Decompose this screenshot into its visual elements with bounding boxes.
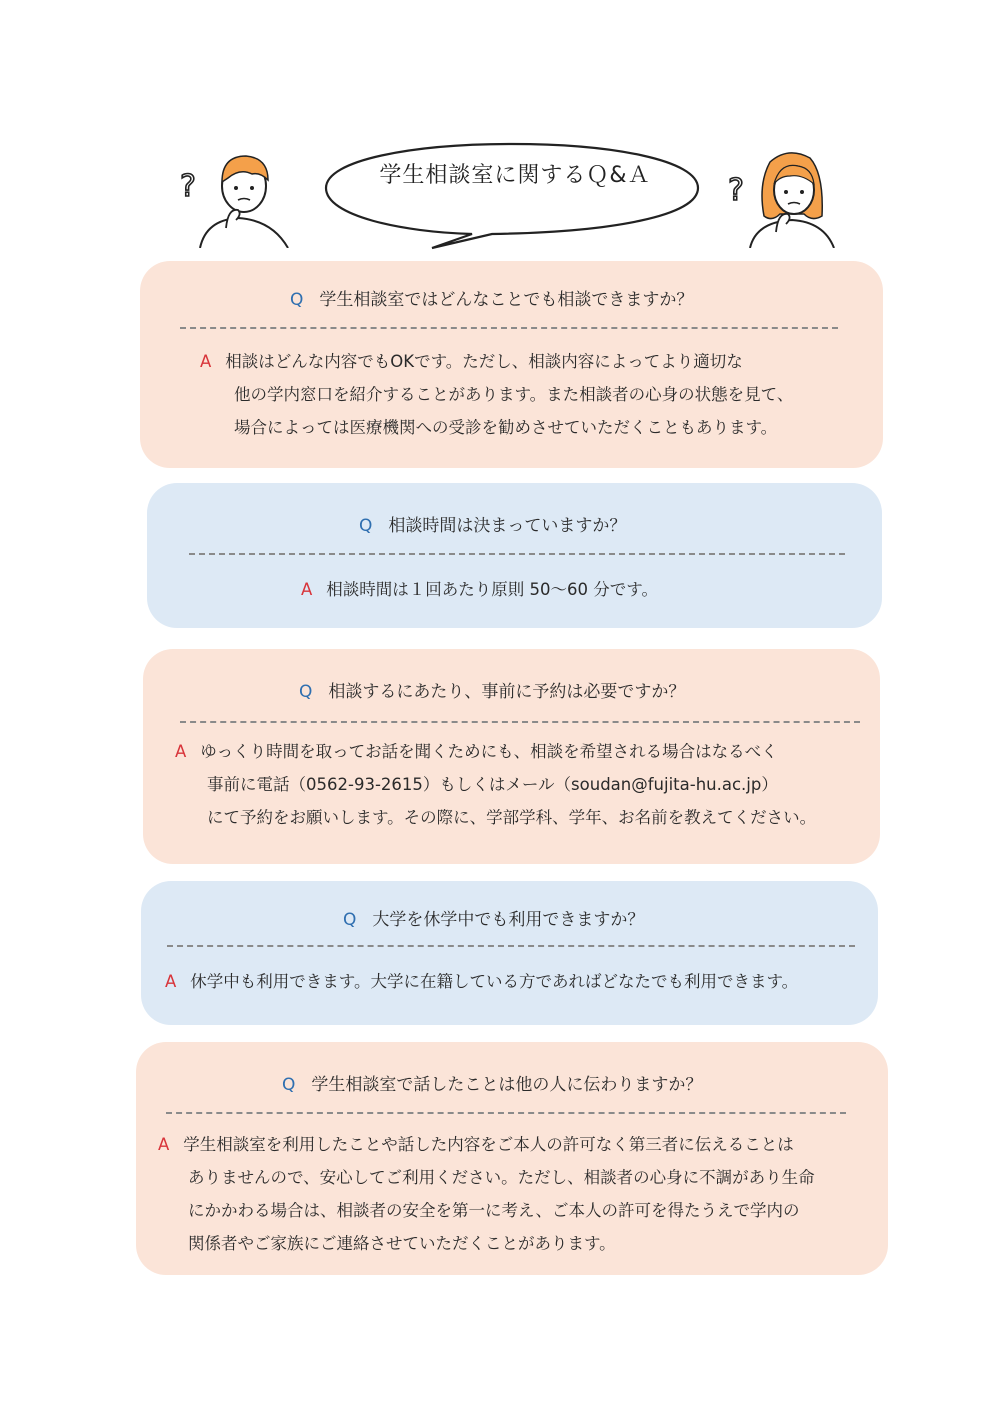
dashed-divider <box>180 327 838 329</box>
dashed-divider <box>189 553 845 555</box>
answer-line: 関係者やご家族にご連絡させていただくことがあります。 <box>188 1234 616 1253</box>
faq-answer <box>175 735 778 768</box>
faq-question <box>299 677 685 702</box>
page-title: 学生相談室に関するＱ&Ａ <box>379 163 651 188</box>
answer-line: 休学中も利用できます。大学に在籍している方であればどなたでも利用できます。 <box>190 972 799 991</box>
speech-bubble <box>322 140 702 250</box>
q-marker: Q <box>299 682 313 702</box>
thinking-boy-illustration <box>176 148 296 248</box>
answer-line: にかかわる場合は、相談者の安全を第一に考え、ご本人の許可を得たうえで学内の <box>188 1201 800 1220</box>
dashed-divider <box>166 1112 846 1114</box>
faq-card-2 <box>147 483 882 628</box>
a-marker: A <box>301 580 313 599</box>
faq-answer <box>200 345 743 378</box>
a-marker: A <box>200 352 212 371</box>
dashed-divider <box>167 945 855 947</box>
q-marker: Q <box>290 290 304 310</box>
faq-answer <box>165 965 798 998</box>
answer-line: 事前に電話（0562-93-2615）もしくはメール（soudan@fujita-hu.ac.jp） <box>207 775 778 794</box>
faq-answer <box>301 573 658 606</box>
q-marker: Q <box>343 910 357 930</box>
q-marker: Q <box>359 516 373 536</box>
faq-card-3 <box>143 649 880 864</box>
a-marker: A <box>175 742 187 761</box>
a-marker: A <box>165 972 177 991</box>
a-marker: A <box>158 1135 170 1154</box>
faq-card-4 <box>141 881 878 1025</box>
answer-line: ありませんので、安心してご利用ください。ただし、相談者の心身に不調があり生命 <box>188 1168 815 1187</box>
thinking-girl-illustration <box>724 144 844 248</box>
answer-line: 相談時間は１回あたり原則 50～60 分です。 <box>326 580 658 599</box>
faq-question <box>343 905 644 930</box>
answer-line: にて予約をお願いします。その際に、学部学科、学年、お名前を教えてください。 <box>207 808 817 827</box>
q-marker: Q <box>282 1075 296 1095</box>
question-text: 相談時間は決まっていますか？ <box>388 516 627 536</box>
faq-card-1 <box>140 261 883 468</box>
answer-line: 場合によっては医療機関への受診を勧めさせていただくこともあります。 <box>234 418 778 437</box>
faq-question <box>290 285 693 310</box>
question-text: 相談するにあたり、事前に予約は必要ですか？ <box>328 682 686 702</box>
dashed-divider <box>180 721 860 723</box>
header <box>0 130 1000 255</box>
faq-question <box>359 511 626 536</box>
question-text: 大学を休学中でも利用できますか？ <box>372 910 645 930</box>
answer-line: 相談はどんな内容でもOKです。ただし、相談内容によってより適切な <box>225 352 743 371</box>
faq-question <box>282 1070 702 1095</box>
question-text: 学生相談室ではどんなことでも相談できますか？ <box>319 290 694 310</box>
answer-line: 学生相談室を利用したことや話した内容をご本人の許可なく第三者に伝えることは <box>183 1135 794 1154</box>
answer-line: 他の学内窓口を紹介することがあります。また相談者の心身の状態を見て、 <box>234 385 794 404</box>
svg-text:?: ? <box>180 169 196 204</box>
faq-answer <box>158 1128 794 1161</box>
svg-text:?: ? <box>728 173 744 208</box>
question-text: 学生相談室で話したことは他の人に伝わりますか？ <box>311 1075 703 1095</box>
faq-card-5 <box>136 1042 888 1275</box>
answer-line: ゆっくり時間を取ってお話を聞くためにも、相談を希望される場合はなるべく <box>200 742 778 761</box>
